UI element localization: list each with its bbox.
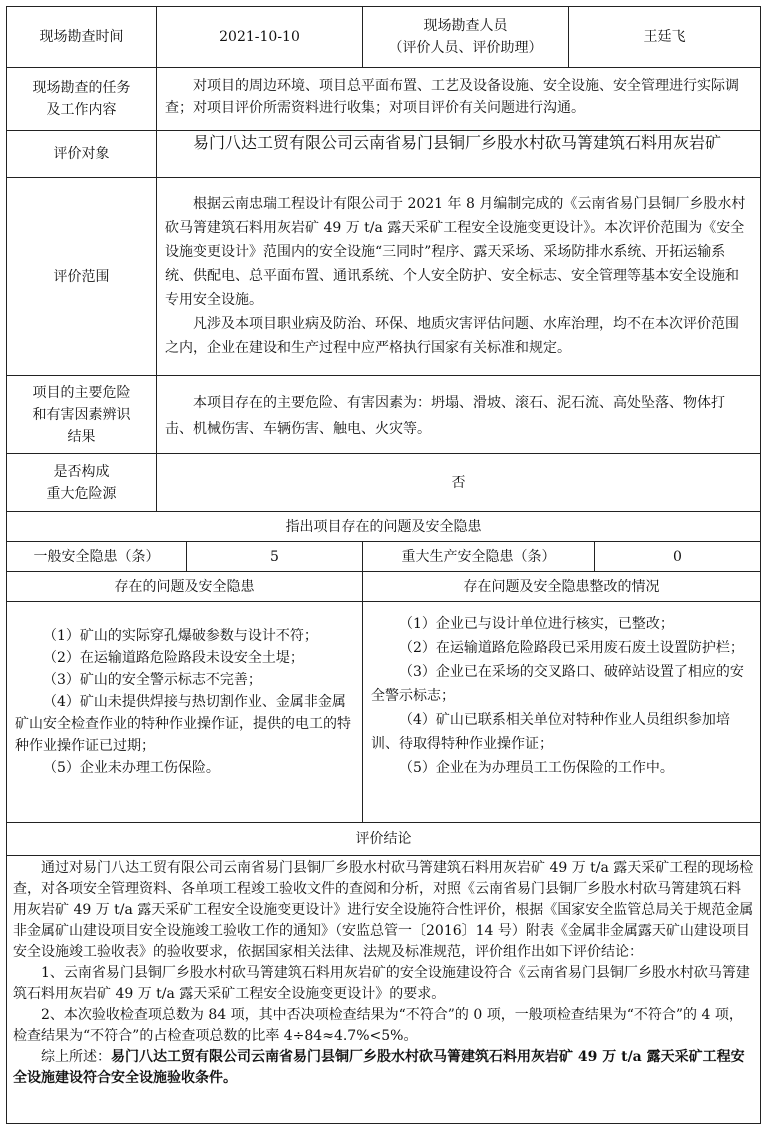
major-hazard-value: 否: [156, 454, 760, 511]
staff-label-line1: 现场勘查人员: [423, 18, 508, 34]
row-issues: [7, 601, 760, 822]
conclusion-para4: [13, 1047, 754, 1089]
inspection-table: [6, 6, 761, 1124]
scope-para1: 根据云南忠瑞工程设计有限公司于 2021 年 8 月编制完成的《云南省易门县铜厂乡股水村砍马箐建筑石料用灰岩矿 49 万 t/a 露天采矿工程安全设施变更设计》。本次评价范围为《安全设施变更设计》范围内的安全设施“三同时”程序、露天采场、采场防排水系统、开拓运输系统、供配电、总平面布置、通讯系统、个人安全防护、安全标志、安全管理等基本安全设施和专用安全设施。: [165, 196, 746, 308]
hazard-label-line1: 项目的主要危险: [32, 384, 131, 401]
issues-left-header: 存在的问题及安全隐患: [114, 578, 255, 595]
rectification-item: （2）在运输道路危险路段已采用废石废土设置防护栏；: [399, 640, 744, 656]
conclusion-para2: 1、云南省易门县铜厂乡股水村砍马箐建筑石料用灰岩矿的安全设施建设符合《云南省易门县铜厂乡股水村砍马箐建筑石料用灰岩矿 49 万 t/a 露天采矿工程安全设施变更设计》的要求。: [13, 965, 750, 1002]
conclusion-para1: 通过对易门八达工贸有限公司云南省易门县铜厂乡股水村砍马箐建筑石料用灰岩矿 49 万 t/a 露天采矿工程的现场检查，对各项安全管理资料、各单项工程竣工验收文件的查阅和分析，对照《云南省易门县铜厂乡股水村砍马箐建筑石料用灰岩矿 49 万 t/a 露天采矿工程安全设施变更设计》进行安全设施符合性评价，根据《国家安全监管总局关于规范金属非金属矿山建设项目安全设施竣工验收工作的通知》（安监总管一〔2016〕14 号）附表《金属非金属露天矿山建设项目安全设施竣工验收表》的验收要求，依据国家相关法律、法规及标准规范，评价组作出如下评价结论：: [13, 860, 754, 960]
issue-item: （3）矿山的安全警示标志不完善；: [43, 672, 262, 688]
hazard-label-line2: 和有害因素辨识: [32, 406, 131, 423]
task-label-line2: 及工作内容: [46, 102, 117, 118]
task-content: [156, 68, 760, 130]
major-hazard-count: 0: [594, 542, 760, 571]
rectification-item: （4）矿山已联系相关单位对特种作业人员组织参加培训、待取得特种作业操作证；: [371, 712, 730, 752]
conclusion-para3: 2、本次验收检查项总数为 84 项，其中否决项检查结果为“不符合”的 0 项，一般项检查结果为“不符合”的 4 项，检查结果为“不符合”的占检查项总数的比率 4÷84≈4.7%<5%。: [13, 1007, 743, 1044]
inspection-staff-label: [362, 7, 568, 67]
major-hazard-count-label: 重大生产安全隐患（条）: [362, 542, 594, 571]
row-major-hazard: [7, 453, 760, 511]
object-content: [156, 131, 760, 177]
row-issues-col-headers: [7, 571, 760, 601]
task-text: 对项目的周边环境、项目总平面布置、工艺及设备设施、安全设施、安全管理进行实际调查；对项目评价所需资料进行收集；对项目评价有关问题进行沟通。: [165, 78, 739, 116]
row-scope: [7, 177, 760, 375]
row-object: [7, 130, 760, 177]
rectification-item: （1）企业已与设计单位进行核实，已整改；: [399, 616, 674, 632]
inspection-date: 2021-10-10: [156, 7, 362, 67]
issue-item: （1）矿山的实际穿孔爆破参数与设计不符；: [43, 628, 318, 644]
row-conclusion-header: [7, 822, 760, 855]
issues-header: 指出项目存在的问题及安全隐患: [285, 518, 482, 535]
hazard-label: [7, 376, 156, 453]
inspection-time-label: 现场勘查时间: [39, 29, 124, 45]
staff-label-line2: （评价人员、评价助理）: [388, 40, 543, 56]
row-conclusion: [7, 855, 760, 1123]
major-label-line2: 重大危险源: [46, 485, 117, 502]
row-counts: [7, 541, 760, 571]
scope-para2: 凡涉及本项目职业病及防治、环保、地质灾害评估问题、水库治理，均不在本次评价范围之内，企业在建设和生产过程中应严格执行国家有关标准和规定。: [165, 316, 739, 356]
task-label-line1: 现场勘查的任务: [32, 80, 131, 96]
general-hazard-label: 一般安全隐患（条）: [33, 548, 160, 565]
general-hazard-count: 5: [186, 542, 362, 571]
issue-item: （4）矿山未提供焊接与热切割作业、金属非金属矿山安全检查作业的特种作业操作证，提供的电工的特种作业操作证已过期；: [15, 694, 351, 754]
scope-content: [156, 178, 760, 375]
rectification-list: [362, 602, 760, 822]
conclusion-summary-prefix: 综上所述：: [41, 1049, 111, 1065]
conclusion-header: 评价结论: [355, 831, 412, 847]
major-hazard-label: [7, 454, 156, 511]
object-text: 易门八达工贸有限公司云南省易门县铜厂乡股水村砍马箐建筑石料用灰岩矿: [193, 133, 722, 152]
object-label: 评价对象: [53, 146, 110, 162]
staff-name: 王廷飞: [568, 7, 760, 67]
hazard-label-line3: 结果: [67, 428, 96, 445]
issue-item: （5）企业未办理工伤保险。: [43, 760, 220, 776]
issues-list: [7, 602, 362, 822]
task-label: [7, 68, 156, 130]
row-issues-header: [7, 511, 760, 541]
issue-item: （2）在运输道路危险路段未设安全土堤；: [43, 650, 304, 666]
rectification-item: （5）企业在为办理员工工伤保险的工作中。: [399, 760, 674, 776]
row-task: [7, 67, 760, 130]
rectification-item: （3）企业已在采场的交叉路口、破碎站设置了相应的安全警示标志；: [371, 664, 744, 704]
hazard-content: [156, 376, 760, 453]
conclusion-body: [7, 856, 760, 1123]
row-hazard: [7, 375, 760, 453]
major-label-line1: 是否构成: [53, 463, 110, 480]
row-inspection-info: [7, 7, 760, 67]
hazard-text: 本项目存在的主要危险、有害因素为：坍塌、滑坡、滚石、泥石流、高处坠落、物体打击、机械伤害、车辆伤害、触电、火灾等。: [165, 395, 725, 437]
scope-label: 评价范围: [53, 268, 110, 285]
conclusion-summary-statement: 易门八达工贸有限公司云南省易门县铜厂乡股水村砍马箐建筑石料用灰岩矿 49 万 t/a 露天采矿工程安全设施建设符合安全设施验收条件。: [13, 1049, 745, 1086]
issues-right-header: 存在问题及安全隐患整改的情况: [362, 572, 760, 601]
